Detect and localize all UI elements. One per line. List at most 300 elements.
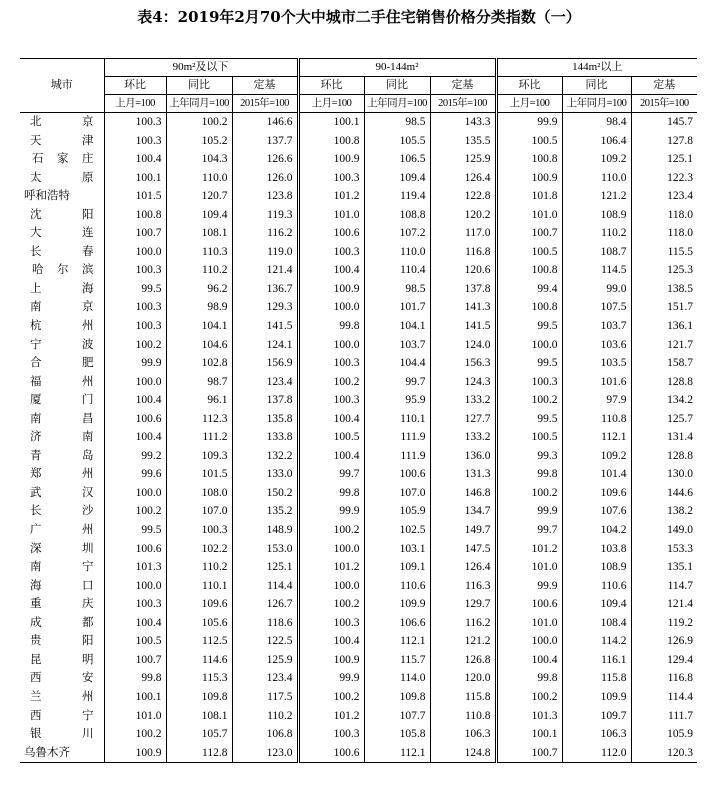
city-label [24, 298, 100, 317]
table-row [20, 224, 697, 243]
city-name [20, 465, 104, 484]
index-value: 99.4 [496, 280, 562, 299]
index-value: 137.8 [430, 280, 496, 299]
index-value: 100.8 [298, 132, 364, 151]
city-char: 南 [82, 431, 94, 444]
city-name [20, 206, 104, 225]
index-value: 121.2 [562, 187, 631, 206]
city-char: 大 [30, 227, 42, 240]
city-char: 南 [30, 301, 42, 314]
city-name [20, 261, 104, 280]
index-value: 134.7 [430, 502, 496, 521]
index-value: 131.4 [631, 428, 697, 447]
index-value: 124.1 [232, 336, 298, 355]
table-row [20, 632, 697, 651]
base-header: 上月=100 [298, 95, 364, 113]
index-value: 105.9 [364, 502, 430, 521]
index-value: 100.0 [496, 632, 562, 651]
index-value: 110.1 [166, 577, 232, 596]
index-value: 110.0 [364, 243, 430, 262]
city-char: 肥 [82, 357, 94, 370]
city-char: 长 [30, 245, 42, 258]
city-char: 州 [82, 690, 94, 703]
sub-header-yoy: 同比 [562, 77, 631, 95]
index-value: 123.4 [232, 373, 298, 392]
sub-header-mom: 环比 [496, 77, 562, 95]
index-value: 115.3 [166, 669, 232, 688]
index-value: 101.8 [496, 187, 562, 206]
index-value: 111.9 [364, 428, 430, 447]
index-value: 100.2 [496, 484, 562, 503]
index-value: 101.4 [562, 465, 631, 484]
index-value: 100.3 [298, 391, 364, 410]
index-value: 114.2 [562, 632, 631, 651]
table-row [20, 150, 697, 169]
index-value: 123.4 [631, 187, 697, 206]
index-value: 107.7 [364, 707, 430, 726]
city-name [20, 187, 104, 206]
index-value: 100.1 [104, 169, 166, 188]
index-value: 110.6 [364, 577, 430, 596]
index-value: 100.6 [298, 744, 364, 763]
index-value: 133.8 [232, 428, 298, 447]
index-value: 114.5 [562, 261, 631, 280]
index-value: 100.5 [104, 632, 166, 651]
index-value: 131.3 [430, 465, 496, 484]
index-value: 117.5 [232, 688, 298, 707]
index-value: 106.3 [562, 725, 631, 744]
city-name [20, 725, 104, 744]
table-row [20, 336, 697, 355]
index-value: 105.8 [364, 725, 430, 744]
index-value: 101.3 [104, 558, 166, 577]
index-value: 99.9 [496, 577, 562, 596]
city-char: 州 [82, 524, 94, 537]
index-value: 125.9 [232, 651, 298, 670]
index-value: 100.2 [298, 373, 364, 392]
index-value: 124.8 [430, 744, 496, 763]
city-char: 沙 [82, 505, 94, 518]
index-value: 95.9 [364, 391, 430, 410]
city-char: 成 [30, 616, 42, 629]
index-value: 100.8 [496, 261, 562, 280]
index-value: 109.3 [166, 447, 232, 466]
index-value: 110.1 [364, 410, 430, 429]
index-value: 135.1 [631, 558, 697, 577]
city-char: 宁 [30, 338, 42, 351]
index-value: 99.3 [496, 447, 562, 466]
index-value: 100.6 [298, 224, 364, 243]
city-label [24, 540, 100, 559]
index-value: 111.7 [631, 707, 697, 726]
index-value: 100.1 [298, 113, 364, 132]
city-name [20, 744, 104, 763]
index-value: 100.1 [104, 688, 166, 707]
table-row [20, 577, 697, 596]
index-value: 104.6 [166, 336, 232, 355]
index-value: 100.8 [104, 206, 166, 225]
index-value: 118.0 [631, 224, 697, 243]
index-value: 99.9 [496, 502, 562, 521]
index-value: 98.7 [166, 373, 232, 392]
index-value: 120.0 [430, 669, 496, 688]
index-value: 124.0 [430, 336, 496, 355]
index-value: 135.5 [430, 132, 496, 151]
table-row [20, 447, 697, 466]
base-header: 上月=100 [104, 95, 166, 113]
city-char: 宁 [82, 709, 94, 722]
city-name [20, 391, 104, 410]
index-value: 134.2 [631, 391, 697, 410]
city-char: 尔 [57, 264, 69, 277]
index-value: 100.4 [104, 391, 166, 410]
table-row [20, 280, 697, 299]
index-value: 99.8 [298, 317, 364, 336]
index-value: 105.9 [631, 725, 697, 744]
city-label [24, 688, 100, 707]
city-char: 阳 [82, 208, 94, 221]
city-char: 原 [82, 171, 94, 184]
index-value: 100.4 [104, 150, 166, 169]
city-char: 昆 [30, 653, 42, 666]
city-name [20, 243, 104, 262]
index-value: 99.5 [496, 410, 562, 429]
index-value: 149.7 [430, 521, 496, 540]
city-label [24, 465, 100, 484]
index-value: 125.1 [232, 558, 298, 577]
index-value: 116.8 [631, 669, 697, 688]
index-value: 146.6 [232, 113, 298, 132]
index-value: 101.2 [298, 558, 364, 577]
index-value: 103.7 [364, 336, 430, 355]
city-label [24, 169, 100, 188]
index-value: 122.3 [631, 169, 697, 188]
price-index-table [20, 58, 697, 763]
city-char: 安 [82, 672, 94, 685]
index-value: 114.7 [631, 577, 697, 596]
index-value: 126.0 [232, 169, 298, 188]
table-row [20, 669, 697, 688]
base-header: 上年同月=100 [166, 95, 232, 113]
city-char: 南 [30, 561, 42, 574]
index-value: 99.8 [496, 669, 562, 688]
index-value: 111.9 [364, 447, 430, 466]
index-value: 121.4 [631, 595, 697, 614]
index-value: 100.2 [298, 688, 364, 707]
base-header: 2015年=100 [631, 95, 697, 113]
index-value: 99.5 [104, 280, 166, 299]
index-value: 127.8 [631, 132, 697, 151]
city-char: 石 [32, 153, 44, 166]
index-value: 108.0 [166, 484, 232, 503]
index-value: 98.9 [166, 298, 232, 317]
index-value: 110.0 [562, 169, 631, 188]
index-value: 106.4 [562, 132, 631, 151]
index-value: 128.8 [631, 373, 697, 392]
index-value: 110.8 [430, 707, 496, 726]
index-value: 100.3 [298, 354, 364, 373]
city-char: 银 [30, 728, 42, 741]
city-char: 天 [30, 134, 42, 147]
index-value: 129.7 [430, 595, 496, 614]
index-value: 143.3 [430, 113, 496, 132]
index-value: 136.7 [232, 280, 298, 299]
index-value: 100.4 [104, 428, 166, 447]
index-value: 99.8 [298, 484, 364, 503]
index-value: 100.0 [104, 484, 166, 503]
index-value: 103.7 [562, 317, 631, 336]
index-value: 99.5 [104, 521, 166, 540]
index-value: 112.3 [166, 410, 232, 429]
index-value: 108.9 [562, 558, 631, 577]
index-value: 112.1 [364, 632, 430, 651]
index-value: 114.4 [232, 577, 298, 596]
city-char: 郑 [30, 468, 42, 481]
city-label [24, 354, 100, 373]
index-value: 146.8 [430, 484, 496, 503]
index-value: 126.8 [430, 651, 496, 670]
city-char: 兰 [30, 690, 42, 703]
index-value: 137.8 [232, 391, 298, 410]
index-value: 119.4 [364, 187, 430, 206]
index-value: 156.9 [232, 354, 298, 373]
index-value: 103.5 [562, 354, 631, 373]
index-value: 109.4 [562, 595, 631, 614]
city-label [24, 113, 100, 132]
index-value: 125.9 [430, 150, 496, 169]
city-label [24, 484, 100, 503]
index-value: 98.4 [562, 113, 631, 132]
base-header: 2015年=100 [430, 95, 496, 113]
index-value: 106.5 [364, 150, 430, 169]
index-value: 133.2 [430, 428, 496, 447]
index-value: 101.5 [166, 465, 232, 484]
index-value: 101.5 [104, 187, 166, 206]
table-row [20, 595, 697, 614]
city-label [24, 150, 100, 169]
index-value: 130.0 [631, 465, 697, 484]
index-value: 109.7 [562, 707, 631, 726]
city-char: 家 [57, 153, 69, 166]
index-value: 99.6 [104, 465, 166, 484]
city-label [24, 391, 100, 410]
index-value: 100.4 [298, 632, 364, 651]
index-value: 103.1 [364, 540, 430, 559]
index-value: 100.9 [298, 651, 364, 670]
index-value: 136.0 [430, 447, 496, 466]
index-value: 107.2 [364, 224, 430, 243]
index-value: 123.8 [232, 187, 298, 206]
city-name [20, 632, 104, 651]
index-value: 99.0 [562, 280, 631, 299]
city-char: 津 [82, 134, 94, 147]
index-value: 102.2 [166, 540, 232, 559]
city-char: 都 [82, 616, 94, 629]
index-value: 110.2 [562, 224, 631, 243]
group-header-small: 90m²及以下 [104, 59, 298, 77]
index-value: 128.8 [631, 447, 697, 466]
table-row [20, 187, 697, 206]
index-value: 100.0 [298, 577, 364, 596]
city-name [20, 688, 104, 707]
index-value: 100.3 [104, 261, 166, 280]
index-value: 100.0 [496, 336, 562, 355]
table-row [20, 428, 697, 447]
index-value: 105.5 [364, 132, 430, 151]
index-value: 120.2 [430, 206, 496, 225]
index-value: 110.8 [562, 410, 631, 429]
index-value: 107.0 [166, 502, 232, 521]
index-value: 105.2 [166, 132, 232, 151]
index-value: 153.0 [232, 540, 298, 559]
index-value: 114.6 [166, 651, 232, 670]
city-label [24, 261, 100, 280]
index-value: 102.8 [166, 354, 232, 373]
index-value: 109.9 [562, 688, 631, 707]
city-char: 西 [30, 709, 42, 722]
index-value: 109.9 [364, 595, 430, 614]
city-char: 上 [30, 282, 42, 295]
index-value: 99.9 [298, 502, 364, 521]
index-value: 100.5 [496, 243, 562, 262]
index-value: 109.2 [562, 150, 631, 169]
sub-header-yoy: 同比 [166, 77, 232, 95]
city-column-header: 城市 [20, 59, 104, 113]
index-value: 100.6 [496, 595, 562, 614]
index-value: 109.6 [166, 595, 232, 614]
index-value: 115.7 [364, 651, 430, 670]
index-value: 100.7 [496, 224, 562, 243]
index-value: 133.0 [232, 465, 298, 484]
index-value: 110.0 [166, 169, 232, 188]
city-name [20, 410, 104, 429]
index-value: 100.3 [104, 298, 166, 317]
index-value: 148.9 [232, 521, 298, 540]
table-row [20, 614, 697, 633]
city-char: 连 [82, 227, 94, 240]
city-label [24, 373, 100, 392]
index-value: 137.7 [232, 132, 298, 151]
index-value: 132.2 [232, 447, 298, 466]
city-char: 滨 [82, 264, 94, 277]
table-row [20, 744, 697, 763]
index-value: 96.1 [166, 391, 232, 410]
table-row [20, 410, 697, 429]
city-char: 杭 [30, 320, 42, 333]
city-name [20, 502, 104, 521]
table-row [20, 558, 697, 577]
index-value: 99.9 [298, 669, 364, 688]
index-value: 108.8 [364, 206, 430, 225]
city-label [24, 595, 100, 614]
table-row [20, 261, 697, 280]
sub-header-yoy: 同比 [364, 77, 430, 95]
index-value: 100.2 [298, 521, 364, 540]
city-name [20, 113, 104, 132]
sub-header-mom: 环比 [298, 77, 364, 95]
city-label [24, 614, 100, 633]
city-name [20, 373, 104, 392]
index-value: 100.6 [104, 540, 166, 559]
city-char: 京 [82, 116, 94, 128]
index-value: 101.6 [562, 373, 631, 392]
city-char: 州 [82, 375, 94, 388]
table-row [20, 206, 697, 225]
index-value: 114.0 [364, 669, 430, 688]
index-value: 108.1 [166, 707, 232, 726]
table-row [20, 484, 697, 503]
index-value: 107.6 [562, 502, 631, 521]
city-label: 乌鲁木齐 [24, 746, 70, 759]
city-char: 春 [82, 245, 94, 258]
index-value: 125.3 [631, 261, 697, 280]
city-name [20, 614, 104, 633]
sub-header-fixed: 定基 [430, 77, 496, 95]
city-name [20, 280, 104, 299]
city-char: 长 [30, 505, 42, 518]
city-char: 北 [30, 116, 42, 128]
city-char: 门 [82, 394, 94, 407]
index-value: 147.5 [430, 540, 496, 559]
index-value: 112.8 [166, 744, 232, 763]
index-value: 138.5 [631, 280, 697, 299]
index-value: 151.7 [631, 298, 697, 317]
index-value: 120.6 [430, 261, 496, 280]
index-value: 125.1 [631, 150, 697, 169]
index-value: 110.2 [232, 707, 298, 726]
index-value: 136.1 [631, 317, 697, 336]
index-value: 121.2 [430, 632, 496, 651]
city-label [24, 410, 100, 429]
index-value: 100.3 [104, 132, 166, 151]
index-value: 108.7 [562, 243, 631, 262]
index-value: 100.0 [298, 298, 364, 317]
index-value: 141.3 [430, 298, 496, 317]
index-value: 100.4 [298, 261, 364, 280]
index-value: 114.4 [631, 688, 697, 707]
index-value: 119.2 [631, 614, 697, 633]
index-value: 125.7 [631, 410, 697, 429]
index-value: 110.4 [364, 261, 430, 280]
index-value: 100.7 [104, 651, 166, 670]
city-label [24, 447, 100, 466]
index-value: 99.5 [496, 354, 562, 373]
index-value: 100.2 [496, 391, 562, 410]
index-value: 106.8 [232, 725, 298, 744]
index-value: 99.8 [496, 465, 562, 484]
index-value: 115.8 [430, 688, 496, 707]
city-char: 圳 [82, 542, 94, 555]
city-char: 波 [82, 338, 94, 351]
index-value: 104.2 [562, 521, 631, 540]
city-label: 呼和浩特 [24, 190, 70, 203]
index-value: 110.2 [166, 261, 232, 280]
index-value: 121.7 [631, 336, 697, 355]
table-row [20, 651, 697, 670]
index-value: 105.7 [166, 725, 232, 744]
index-value: 112.1 [364, 744, 430, 763]
index-value: 104.3 [166, 150, 232, 169]
index-value: 99.7 [496, 521, 562, 540]
index-value: 100.2 [496, 688, 562, 707]
index-value: 126.6 [232, 150, 298, 169]
index-value: 101.0 [298, 206, 364, 225]
index-value: 119.0 [232, 243, 298, 262]
index-value: 156.3 [430, 354, 496, 373]
index-value: 101.2 [496, 540, 562, 559]
city-char: 州 [82, 320, 94, 333]
index-value: 108.9 [562, 206, 631, 225]
